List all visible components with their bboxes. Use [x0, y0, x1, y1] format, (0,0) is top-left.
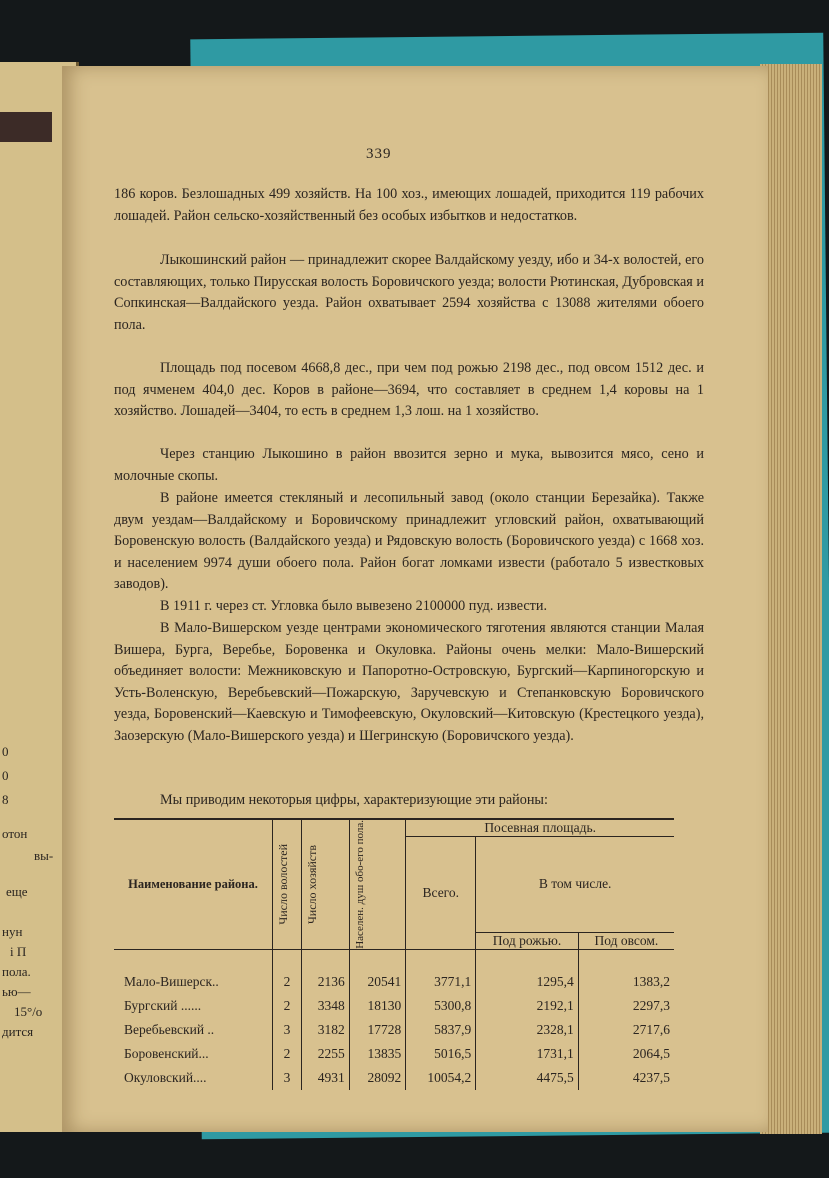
population-cell: 18130 [349, 994, 406, 1018]
left-page-fragment: еще [6, 884, 28, 899]
left-page-fragment: 15°/o [14, 1004, 43, 1019]
paragraph: Через станцию Лыкошино в район ввозится зерно и мука, вывозится мясо, сено и молочные скопы. [114, 446, 704, 484]
paragraph: Площадь под посевом 4668,8 дес., при чем под рожью 2198 дес., под овсом 1512 дес. и под ячменем 404,0 дес. Коров в районе—3694, что составляет в среднем 1,4 коровы на 1 хозяйство. Лошадей—3404, то есть в среднем 1,3 лош. на 1 хозяйство. [114, 360, 704, 419]
volosts-cell: 2 [273, 970, 302, 994]
paragraph: В 1911 г. через ст. Угловка было вывезено 2100000 пуд. извести. [160, 598, 548, 614]
left-page-fragment: пола. [2, 964, 31, 979]
volosts-cell: 2 [273, 1042, 302, 1066]
left-page-fragment: 0 [2, 744, 9, 759]
total-area-cell: 5300,8 [406, 994, 476, 1018]
district-name: Окуловский.... [124, 1069, 207, 1085]
table-row [114, 1018, 674, 1042]
header-district-name: Наименование района. [114, 819, 273, 949]
paragraph: В районе имеется стекляный и лесопильный завод (около станции Березайка). Также двум уездам—Валдайскому и Боровичскому принадлежит угловский район, охватывающий Боровенскую волость (Валдайского уезда) и Рядовскую волость (Боровичского уезда) с 1668 хоз. и населением 9974 души обоего пола. Район богат ломками извести (работало 5 известковых заводов). [114, 490, 704, 592]
households-cell: 4931 [302, 1066, 350, 1090]
district-name: Мало-Вишерск.. [124, 973, 219, 989]
header-sown-area: Посевная площадь. [406, 819, 674, 837]
oats-area-cell: 4237,5 [578, 1066, 674, 1090]
oats-area-cell: 1383,2 [578, 970, 674, 994]
rye-area-cell: 2328,1 [476, 1018, 579, 1042]
population-cell: 13835 [349, 1042, 406, 1066]
header-total: Всего. [406, 837, 476, 950]
households-cell: 2255 [302, 1042, 350, 1066]
paragraph: Лыкошинский район — принадлежит скорее Валдайскому уезду, ибо и 34-х волостей, его составляющих, только Пирусская волость Боровичского уезда; волости Рютинская, Дубровская и Сопкинская—Валдайского уезда. Район охватывает 2594 хозяйства с 13088 жителями обоего пола. [114, 252, 704, 333]
header-population: Населен. душ обо-его пола. [349, 819, 406, 949]
rye-area-cell: 2192,1 [476, 994, 579, 1018]
header-including: В том числе. [476, 837, 674, 933]
rye-area-cell: 4475,5 [476, 1066, 579, 1090]
left-page-fragment: отон [2, 826, 28, 841]
total-area-cell: 10054,2 [406, 1066, 476, 1090]
oats-area-cell: 2064,5 [578, 1042, 674, 1066]
book-page [62, 66, 768, 1132]
page-number: 339 [366, 146, 392, 162]
total-area-cell: 3771,1 [406, 970, 476, 994]
district-name: Боровенский... [124, 1045, 209, 1061]
header-volosts: Число волостей [273, 819, 302, 949]
paragraph: В Мало-Вишерском уезде центрами экономического тяготения являются станции Малая Вишера, Бурга, Веребье, Боровенка и Окуловка. Районы очень мелки: Мало-Вишерский объединяет волости: Межниковскую и Папоротно-Островскую, Бургский—Карпиногорскую и Усть-Воленскую, Веребьевский—Пожарскую, Заручевскую и Степанковскую Боровичского уезда, Боровенский—Каевскую и Тимофеевскую, Окуловский—Китовскую (Крестецкого уезда), Заозерскую (Мало-Вишерского уезда) и Шегринскую (Боровичского уезда). [114, 620, 704, 744]
volosts-cell: 3 [273, 1018, 302, 1042]
table-row [114, 970, 674, 994]
district-name: Бургский ...... [124, 997, 202, 1013]
oats-area-cell: 2717,6 [578, 1018, 674, 1042]
population-cell: 17728 [349, 1018, 406, 1042]
left-binding [0, 112, 52, 142]
left-page-fragment: і П [10, 944, 27, 959]
left-page-fragment: 0 [2, 768, 9, 783]
left-page-fragment: нун [2, 924, 23, 939]
header-rye: Под рожью. [476, 932, 579, 949]
districts-table [114, 818, 674, 1090]
volosts-cell: 2 [273, 994, 302, 1018]
district-name: Веребьевский .. [124, 1021, 215, 1037]
households-cell: 3348 [302, 994, 350, 1018]
left-page-fragment: дится [2, 1024, 34, 1039]
page-edges [760, 64, 822, 1134]
population-cell: 20541 [349, 970, 406, 994]
oats-area-cell: 2297,3 [578, 994, 674, 1018]
total-area-cell: 5837,9 [406, 1018, 476, 1042]
paragraph: 186 коров. Безлошадных 499 хозяйств. На 100 хоз., имеющих лошадей, приходится 119 рабочих лошадей. Район сельско-хозяйственный без особых избытков и недостатков. [114, 186, 704, 224]
table-row [114, 1042, 674, 1066]
households-cell: 2136 [302, 970, 350, 994]
table-row [114, 994, 674, 1018]
left-page-fragment: ью— [2, 984, 31, 999]
header-oats: Под овсом. [578, 932, 674, 949]
header-households: Число хозяйств [302, 819, 350, 949]
rye-area-cell: 1731,1 [476, 1042, 579, 1066]
left-page-fragment: вы- [34, 848, 54, 863]
volosts-cell: 3 [273, 1066, 302, 1090]
rye-area-cell: 1295,4 [476, 970, 579, 994]
table-row [114, 1066, 674, 1090]
households-cell: 3182 [302, 1018, 350, 1042]
left-page-fragment: 8 [2, 792, 9, 807]
total-area-cell: 5016,5 [406, 1042, 476, 1066]
population-cell: 28092 [349, 1066, 406, 1090]
paragraph: Мы приводим некоторыя цифры, характеризующие эти районы: [160, 792, 548, 808]
